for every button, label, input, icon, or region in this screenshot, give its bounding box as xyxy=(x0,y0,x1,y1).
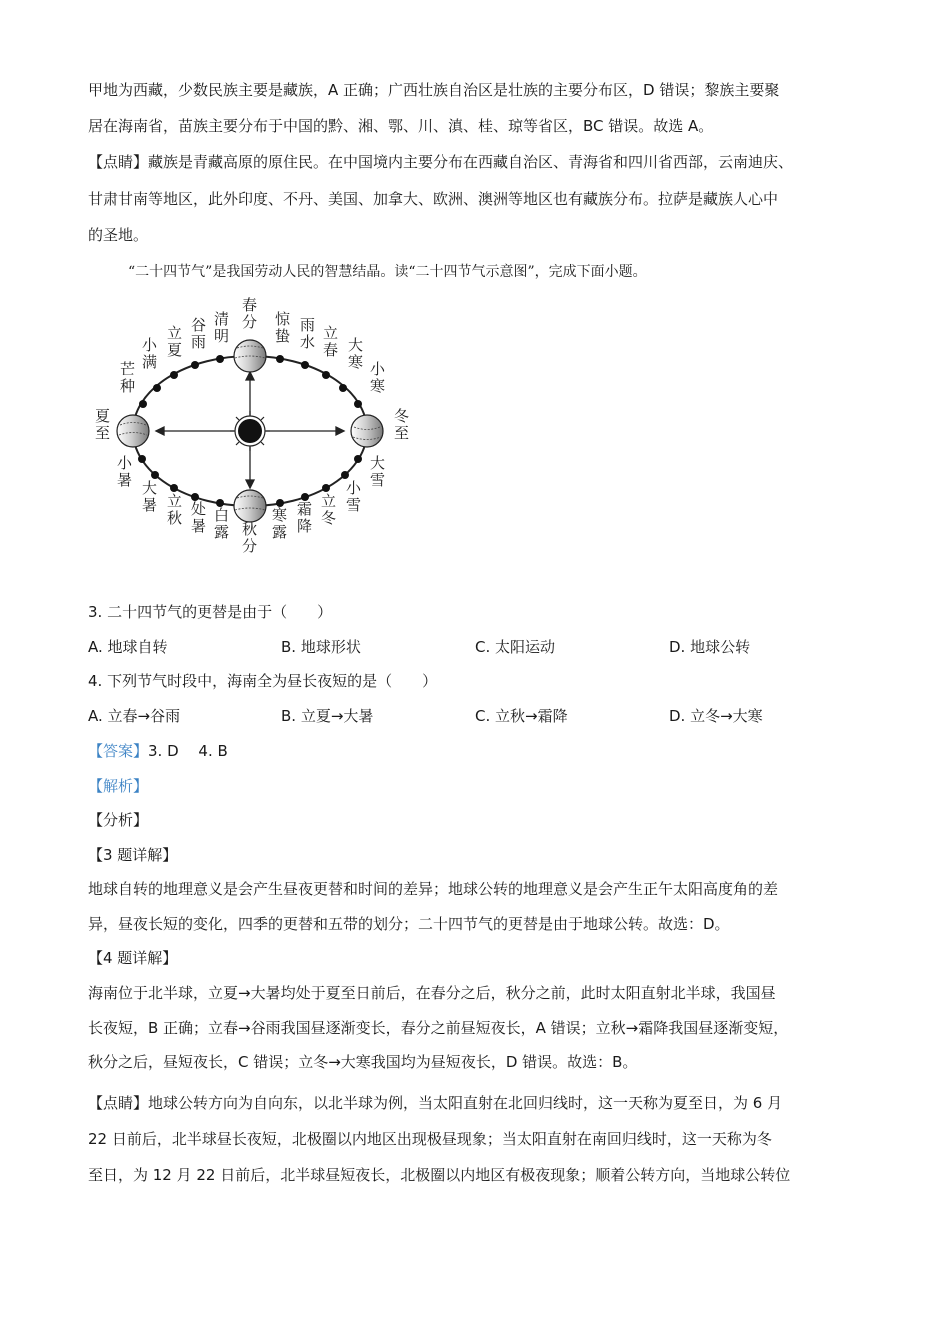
question-intro: “二十四节气”是我国劳动人民的智慧结晶。读“二十四节气示意图”，完成下面小题。 xyxy=(128,264,647,280)
text-line: 22 日前后，北半球昼长夜短，北极圈以内地区出现极昼现象；当太阳直射在南回归线时，这一天称为冬 xyxy=(88,1130,772,1148)
q3-detail-title: 【3 题详解】 xyxy=(88,846,178,864)
term-label-shuangjiang: 霜降 xyxy=(297,500,313,535)
earth-icon xyxy=(351,415,383,447)
jiexi-label: 【解析】 xyxy=(88,777,149,795)
text-line: 至日，为 12 月 22 日前后，北半球昼短夜长，北极圈以内地区有极夜现象；顺着公转方向，当地球公转位 xyxy=(88,1166,791,1184)
earth-icon xyxy=(234,490,266,522)
term-label-dashu: 大暑 xyxy=(142,479,158,514)
q3-option-b: B. 地球形状 xyxy=(281,638,361,656)
term-label-qingming: 清明 xyxy=(214,310,230,345)
text-line: 居在海南省，苗族主要分布于中国的黔、湘、鄂、川、滇、桂、琼等省区，BC 错误。故选 A。 xyxy=(88,117,714,135)
question-4-stem: 4. 下列节气时段中，海南全为昼长夜短的是（ ） xyxy=(88,672,438,690)
term-label-xiaoshu: 小暑 xyxy=(117,454,133,489)
text-line: 秋分之后，昼短夜长，C 错误；立冬→大寒我国均为昼短夜长，D 错误。故选：B。 xyxy=(88,1053,638,1071)
text-line: 甘肃甘南等地区，此外印度、不丹、美国、加拿大、欧洲、澳洲等地区也有藏族分布。拉萨是藏族人心中 xyxy=(88,190,779,208)
earth-icon xyxy=(234,340,266,372)
term-label-daxue: 大雪 xyxy=(370,454,386,489)
text-line: 甲地为西藏，少数民族主要是藏族，A 正确；广西壮族自治区是壮族的主要分布区，D 错误；黎族主要聚 xyxy=(88,81,780,99)
dianjing-line: 【点睛】藏族是青藏高原的原住民。在中国境内主要分布在西藏自治区、青海省和四川省西部，云南迪庆、 xyxy=(88,153,794,171)
answer-value: 3. D 4. B xyxy=(148,742,228,760)
text-line: 异，昼夜长短的变化，四季的更替和五带的划分；二十四节气的更替是由于地球公转。故选：D。 xyxy=(88,915,730,933)
sun-icon xyxy=(230,411,270,451)
term-label-xiazhi: 夏至 xyxy=(95,407,111,442)
question-3-stem: 3. 二十四节气的更替是由于（ ） xyxy=(88,603,333,621)
answer-label: 【答案】 xyxy=(88,742,149,760)
term-label-bailu: 白露 xyxy=(214,506,230,541)
term-label-jingzhe: 惊蛰 xyxy=(275,310,291,345)
text-line: 长夜短，B 正确；立春→谷雨我国昼逐渐变长，春分之前昼短夜长，A 错误；立秋→霜降我国昼逐渐变短， xyxy=(88,1019,789,1037)
q4-option-c: C. 立秋→霜降 xyxy=(475,707,568,725)
term-label-qiufen: 秋分 xyxy=(242,520,258,555)
term-label-lidong: 立冬 xyxy=(321,492,337,527)
q4-detail-title: 【4 题详解】 xyxy=(88,949,178,967)
q4-option-b: B. 立夏→大暑 xyxy=(281,707,374,725)
earth-icon xyxy=(117,415,149,447)
solar-terms-diagram xyxy=(90,288,420,578)
term-label-lixia: 立夏 xyxy=(167,324,183,359)
text-line: 海南位于北半球，立夏→大暑均处于夏至日前后，在春分之后，秋分之前，此时太阳直射北半球，我国昼 xyxy=(88,984,776,1002)
dianjing-line: 【点睛】地球公转方向为自向东，以北半球为例，当太阳直射在北回归线时，这一天称为夏至日，为 6 月 xyxy=(88,1094,783,1112)
term-label-lichun: 立春 xyxy=(323,324,339,359)
term-label-chushu: 处暑 xyxy=(191,500,207,535)
term-label-yushui: 雨水 xyxy=(300,316,316,351)
q3-option-a: A. 地球自转 xyxy=(88,638,168,656)
term-label-xiaoxue: 小雪 xyxy=(346,479,362,514)
term-label-dongzhi: 冬至 xyxy=(394,407,410,442)
q3-option-c: C. 太阳运动 xyxy=(475,638,556,656)
q3-option-d: D. 地球公转 xyxy=(669,638,751,656)
fenxi-label: 【分析】 xyxy=(88,811,149,829)
term-label-guyu: 谷雨 xyxy=(191,316,207,351)
term-label-mangzhong: 芒种 xyxy=(120,360,136,395)
q4-option-d: D. 立冬→大寒 xyxy=(669,707,763,725)
term-label-liqiu: 立秋 xyxy=(167,492,183,527)
term-label-xiaohan: 小寒 xyxy=(370,360,386,395)
term-label-xiaoman: 小满 xyxy=(142,336,158,371)
term-label-chunfen: 春分 xyxy=(242,296,258,331)
text-line: 的圣地。 xyxy=(88,226,149,244)
answer-line xyxy=(88,741,228,761)
q4-option-a: A. 立春→谷雨 xyxy=(88,707,181,725)
text-line: 地球自转的地理意义是会产生昼夜更替和时间的差异；地球公转的地理意义是会产生正午太阳高度角的差 xyxy=(88,880,779,898)
term-label-dahan: 大寒 xyxy=(348,336,364,371)
term-label-hanlu: 寒露 xyxy=(272,506,288,541)
